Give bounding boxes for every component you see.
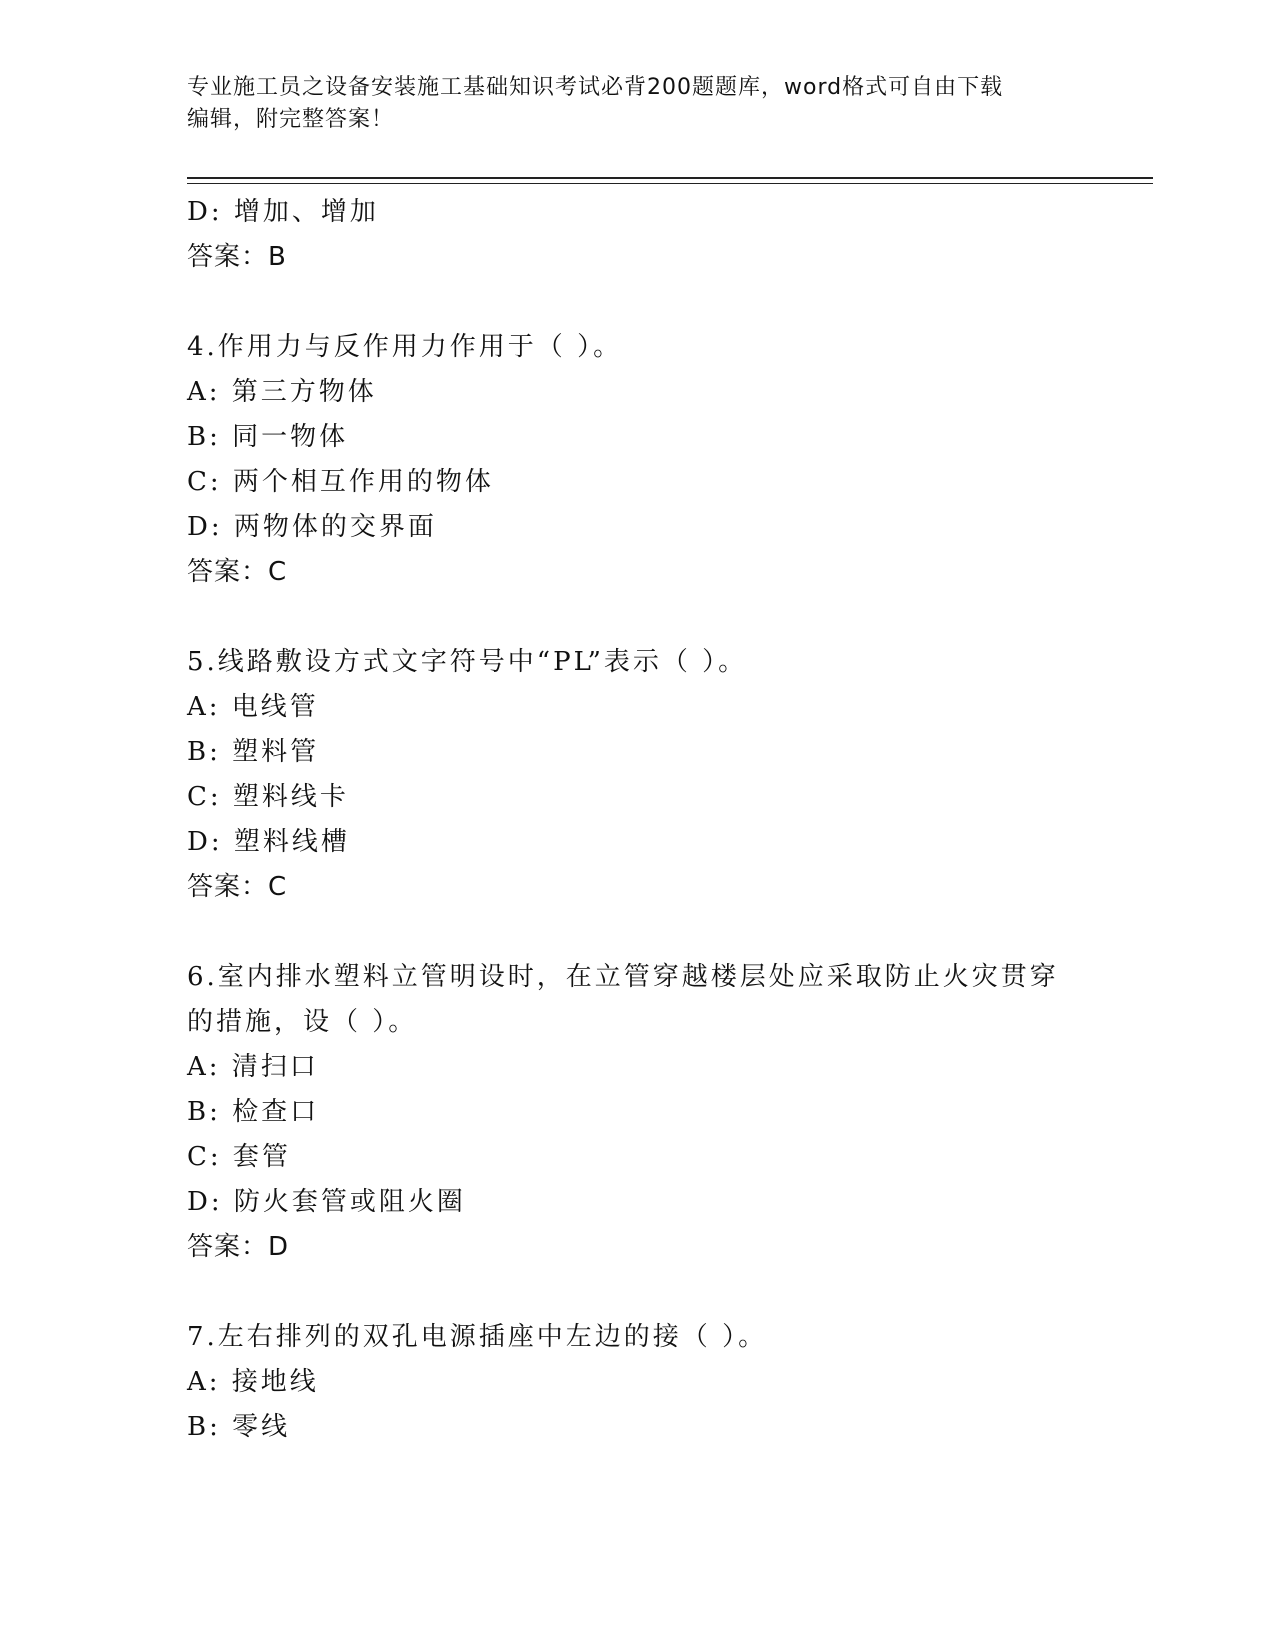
option-a: A: 清扫口 [187, 1052, 319, 1082]
question-text-line-2: 的措施，设（ ）。 [187, 1007, 418, 1037]
answer: 答案：B [187, 242, 287, 272]
question-text: 4.作用力与反作用力作用于（ ）。 [187, 332, 623, 362]
option-d: D: 两物体的交界面 [187, 512, 437, 542]
header-line-2: 编辑，附完整答案！ [187, 107, 395, 132]
option-b: B: 零线 [187, 1412, 291, 1442]
option-b: B: 塑料管 [187, 737, 320, 767]
option-c: C: 套管 [187, 1142, 291, 1172]
option-d: D: 塑料线槽 [187, 827, 350, 857]
question-6 [187, 955, 1087, 1270]
header-line-1: 专业施工员之设备安装施工基础知识考试必背200题题库，word格式可自由下载 [187, 75, 1004, 100]
question-text: 5.线路敷设方式文字符号中“PL”表示（ ）。 [187, 647, 748, 677]
option-c: C: 塑料线卡 [187, 782, 349, 812]
question-text-line-1: 6.室内排水塑料立管明设时，在立管穿越楼层处应采取防止火灾贯穿 [187, 962, 1059, 992]
option-a: A: 电线管 [187, 692, 319, 722]
option-d: D: 防火套管或阻火圈 [187, 1187, 466, 1217]
question-5 [187, 640, 1087, 910]
question-text: 7.左右排列的双孔电源插座中左边的接（ ）。 [187, 1322, 768, 1352]
spacer [187, 280, 1087, 325]
document-header [187, 72, 1067, 136]
option-b: B: 同一物体 [187, 422, 349, 452]
question-4 [187, 325, 1087, 595]
answer: 答案：D [187, 1232, 290, 1262]
option-d: D: 增加、增加 [187, 197, 379, 227]
question-7 [187, 1315, 1087, 1450]
header-rule-thick [187, 177, 1153, 179]
header-rule-thin [187, 183, 1153, 184]
option-a: A: 接地线 [187, 1367, 319, 1397]
answer: 答案：C [187, 872, 288, 902]
option-b: B: 检查口 [187, 1097, 320, 1127]
spacer [187, 1270, 1087, 1315]
question-list [187, 190, 1087, 1450]
answer: 答案：C [187, 557, 288, 587]
spacer [187, 910, 1087, 955]
option-a: A: 第三方物体 [187, 377, 377, 407]
spacer [187, 595, 1087, 640]
option-c: C: 两个相互作用的物体 [187, 467, 494, 497]
